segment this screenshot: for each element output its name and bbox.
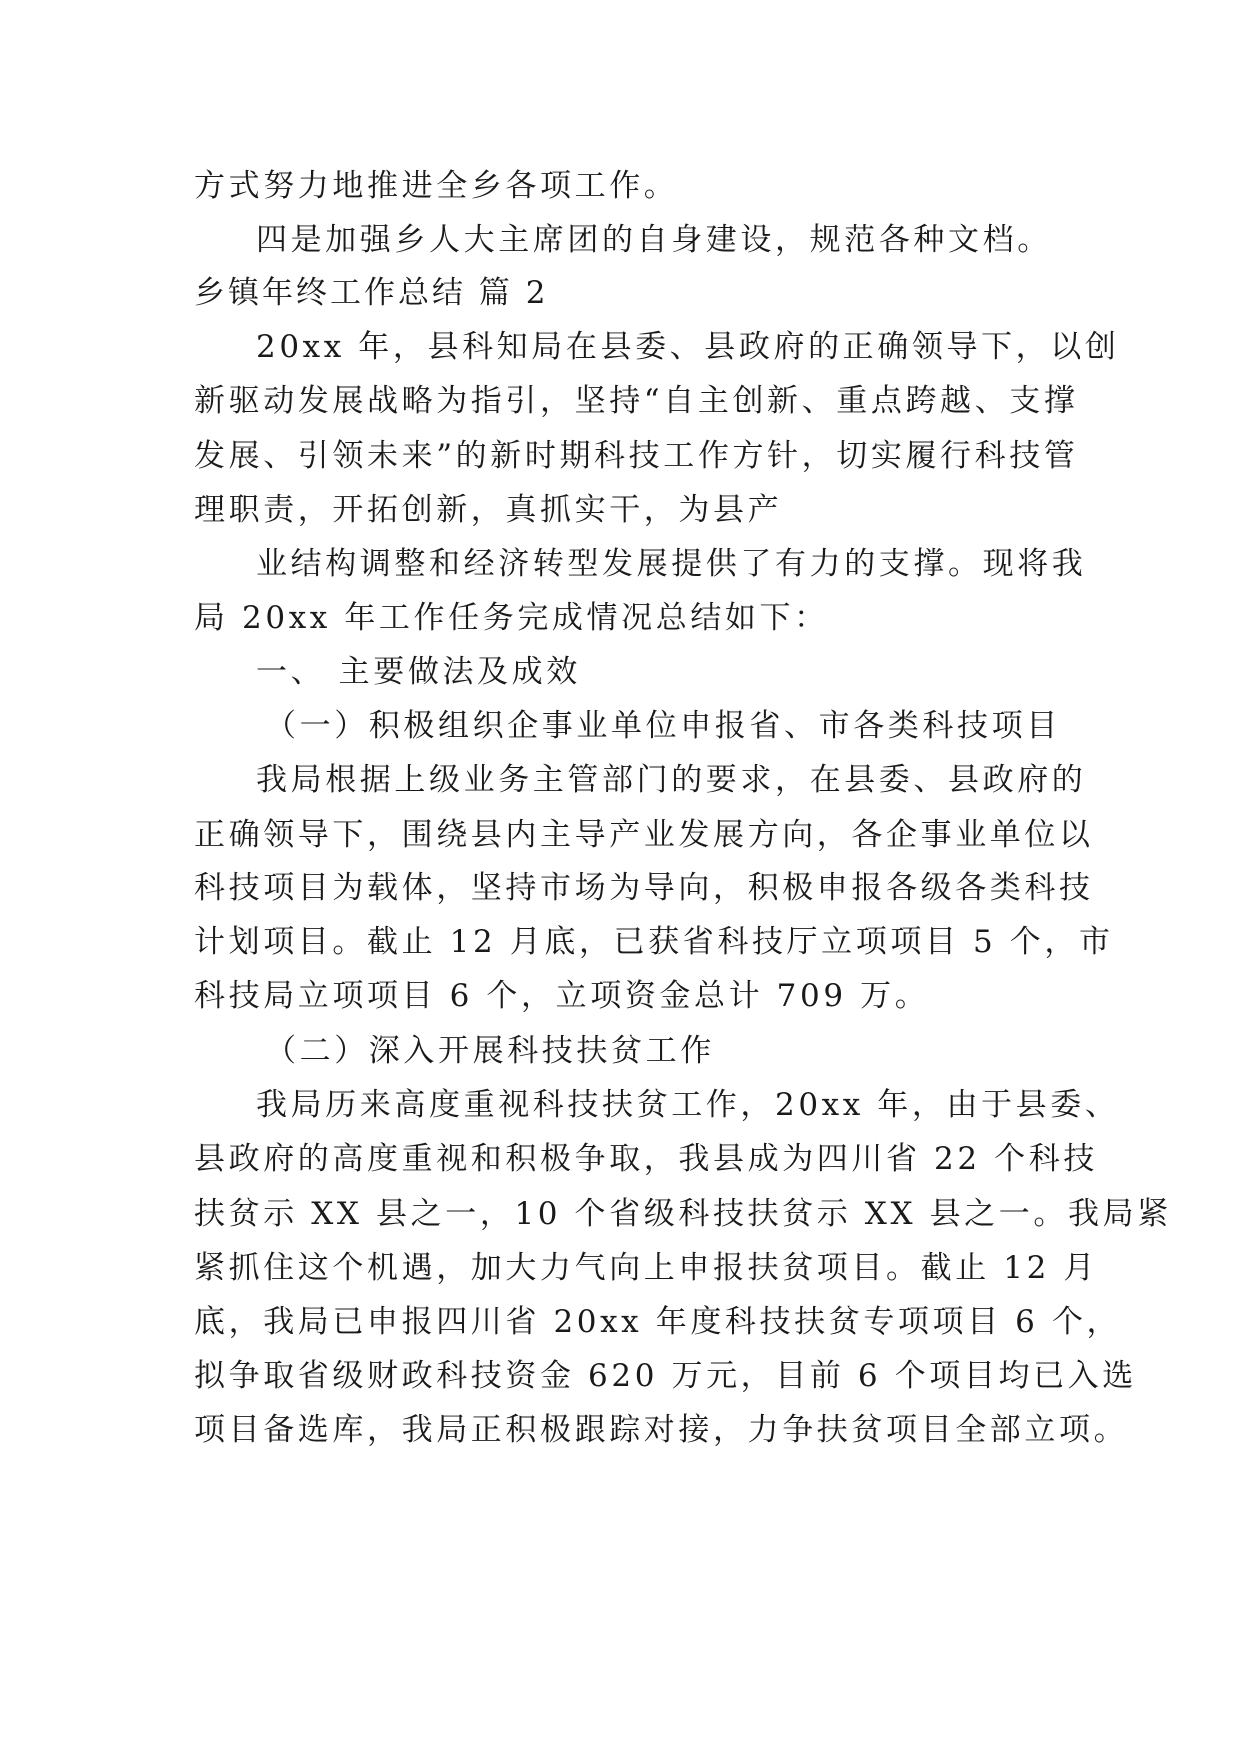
paragraph-line: 计划项目。截止 12 月底，已获省科技厅立项项目 5 个，市 bbox=[194, 924, 1114, 960]
paragraph-line: 科技项目为载体，坚持市场为导向，积极申报各级各类科技 bbox=[194, 870, 1094, 906]
paragraph-line: 理职责，开拓创新，真抓实干，为县产 bbox=[194, 492, 783, 528]
paragraph-line: 县政府的高度重视和积极争取，我县成为四川省 22 个科技 bbox=[194, 1141, 1098, 1177]
section-title: 乡镇年终工作总结 篇 2 bbox=[194, 275, 549, 311]
paragraph-line: 科技局立项项目 6 个，立项资金总计 709 万。 bbox=[194, 978, 930, 1014]
paragraph-line: 业结构调整和经济转型发展提供了有力的支撑。现将我 bbox=[256, 546, 1087, 582]
subsection-heading: （二）深入开展科技扶贫工作 bbox=[265, 1033, 715, 1069]
paragraph-line: 20xx 年，县科知局在县委、县政府的正确领导下，以创 bbox=[256, 329, 1120, 365]
paragraph-line: 扶贫示 XX 县之一，10 个省级科技扶贫示 XX 县之一。我局紧 bbox=[194, 1196, 1172, 1232]
section-heading: 一、 主要做法及成效 bbox=[256, 654, 581, 690]
paragraph-line: 底，我局已申报四川省 20xx 年度科技扶贫专项项目 6 个， bbox=[194, 1304, 1122, 1340]
paragraph-line: 拟争取省级财政科技资金 620 万元，目前 6 个项目均已入选 bbox=[194, 1358, 1137, 1394]
subsection-heading: （一）积极组织企事业单位申报省、市各类科技项目 bbox=[265, 708, 1061, 744]
paragraph-line: 我局历来高度重视科技扶贫工作，20xx 年，由于县委、 bbox=[256, 1087, 1120, 1123]
paragraph-line: 方式努力地推进全乡各项工作。 bbox=[194, 168, 679, 204]
paragraph-line: 新驱动发展战略为指引，坚持“自主创新、重点跨越、支撑 bbox=[194, 383, 1079, 419]
paragraph-line: 我局根据上级业务主管部门的要求，在县委、县政府的 bbox=[256, 762, 1087, 798]
paragraph-line: 正确领导下，围绕县内主导产业发展方向，各企事业单位以 bbox=[194, 817, 1094, 853]
paragraph-line: 紧抓住这个机遇，加大力气向上申报扶贫项目。截止 12 月 bbox=[194, 1250, 1098, 1286]
paragraph-line: 发展、引领未来”的新时期科技工作方针，切实履行科技管 bbox=[194, 438, 1079, 474]
paragraph-line: 局 20xx 年工作任务完成情况总结如下： bbox=[194, 600, 829, 636]
paragraph-line: 项目备选库，我局正积极跟踪对接，力争扶贫项目全部立项。 bbox=[194, 1412, 1129, 1448]
paragraph-line: 四是加强乡人大主席团的自身建设，规范各种文档。 bbox=[256, 222, 1052, 258]
